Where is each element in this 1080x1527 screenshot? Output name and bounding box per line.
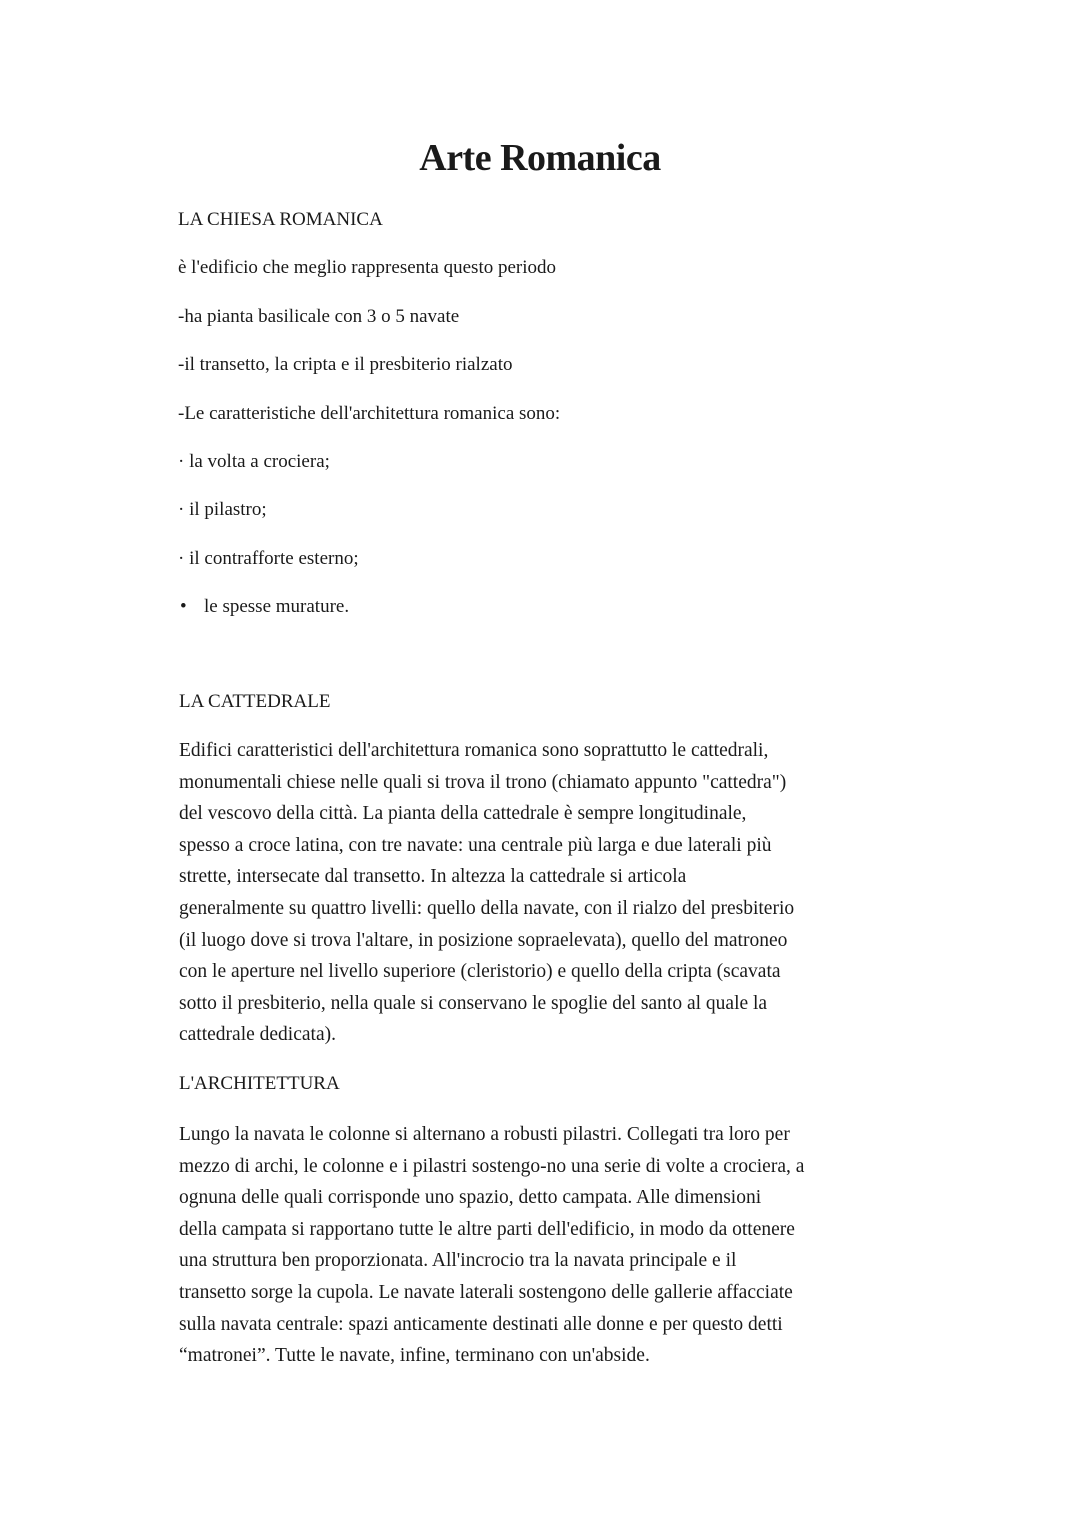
paragraph-line: con le aperture nel livello superiore (cleristorio) e quello della cripta (scavata (179, 961, 781, 983)
paragraph-line: (il luogo dove si trova l'altare, in posizione sopraelevata), quello del matroneo (179, 929, 788, 951)
text-line: è l'edificio che meglio rappresenta questo periodo (178, 257, 557, 278)
paragraph-line: strette, intersecate dal transetto. In altezza la cattedrale si articola (179, 866, 687, 888)
list-item: · il contrafforte esterno; (178, 548, 359, 569)
paragraph-architettura (179, 1119, 919, 1372)
page-title: Arte Romanica (419, 137, 661, 179)
text-line: -il transetto, la cripta e il presbiterio rialzato (178, 354, 513, 375)
paragraph-line: generalmente su quattro livelli: quello della navate, con il rialzo del presbiterio (179, 897, 795, 919)
paragraph-line: cattedrale dedicata). (179, 1024, 336, 1046)
section-heading-chiesa: LA CHIESA ROMANICA (178, 209, 383, 230)
bullet-icon: • (180, 596, 187, 617)
paragraph-line: transetto sorge la cupola. Le navate laterali sostengono delle gallerie affacciate (179, 1281, 793, 1303)
paragraph-line: sulla navata centrale: spazi anticamente destinati alle donne e per questo detti (179, 1313, 783, 1335)
section-heading-architettura: L'ARCHITETTURA (179, 1073, 340, 1094)
list-item: · il pilastro; (178, 499, 267, 520)
list-item-label: le spesse murature. (204, 596, 350, 617)
paragraph-line: monumentali chiese nelle quali si trova il trono (chiamato appunto "cattedra") (179, 771, 787, 793)
list-item (180, 596, 349, 618)
paragraph-line: “matronei”. Tutte le navate, infine, terminano con un'abside. (179, 1345, 650, 1367)
paragraph-line: sotto il presbiterio, nella quale si conservano le spoglie del santo al quale la (179, 992, 768, 1014)
paragraph-line: Edifici caratteristici dell'architettura romanica sono soprattutto le cattedrali, (179, 740, 769, 761)
text-line: -ha pianta basilicale con 3 o 5 navate (178, 306, 460, 327)
paragraph-cattedrale (179, 735, 919, 1051)
paragraph-line: una struttura ben proporzionata. All'incrocio tra la navata principale e il (179, 1250, 737, 1272)
text-line: -Le caratteristiche dell'architettura romanica sono: (178, 403, 561, 424)
paragraph-line: Lungo la navata le colonne si alternano a robusti pilastri. Collegati tra loro per (179, 1124, 790, 1145)
section-heading-cattedrale: LA CATTEDRALE (179, 691, 331, 712)
paragraph-line: ognuna delle quali corrisponde uno spazio, detto campata. Alle dimensioni (179, 1187, 762, 1209)
list-item: · la volta a crociera; (178, 451, 330, 472)
paragraph-line: mezzo di archi, le colonne e i pilastri sostengo-no una serie di volte a crociera, a (179, 1155, 805, 1177)
paragraph-line: del vescovo della città. La pianta della cattedrale è sempre longitudinale, (179, 803, 747, 825)
paragraph-line: della campata si rapportano tutte le altre parti dell'edificio, in modo da ottenere (179, 1218, 795, 1240)
paragraph-line: spesso a croce latina, con tre navate: una centrale più larga e due laterali più (179, 834, 772, 856)
